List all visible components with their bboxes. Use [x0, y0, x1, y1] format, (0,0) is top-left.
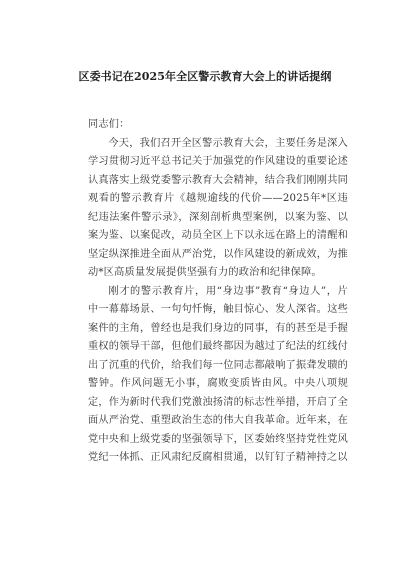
greeting: 同志们： [88, 119, 130, 130]
document-body [88, 116, 348, 468]
paragraph-opening: 今天，我们召开全区警示教育大会，主要任务是深入学习贯彻习近平总书记关于加强党的作风建设的重要论述认真落实上级党委警示教育大会精神，结合我们刚刚共同观看的警示教育片《越规逾线的代价——2025年*区违纪违法案件警示录》，深刻剖析典型案例，以案为鉴、以案为鉴、以案促改，动员全区上下以永远在路上的清醒和坚定纵深推进全面从严治党，以作风建设的新成效，为推动*区高质量发展提供坚强有力的政治和纪律保障。 [88, 137, 348, 278]
paragraph-warning-film: 刚才的警示教育片，用“身边事”教育“身边人”，片中一幕幕场景、一句句忏悔，触目惊心、发人深省。这些案件的主角，曾经也是我们身边的同事，有的甚至是手握重权的领导干部，但他们最终都因为越过了纪法的红线付出了沉重的代价，给我们每一位同志都敲响了振聋发聩的警钟。作风问题无小事，腐败变质皆由风。中央八项规定，作为新时代我们党激浊扬清的标志性举措，开启了全面从严治党、重塑政治生态的伟大自我革命。近年来，在党中央和上级党委的坚强领导下，区委始终坚持党性党风党纪一体抓、正风肃纪反腐相贯通，以钉钉子精神持之以 [88, 285, 348, 463]
document-title: 区委书记在2025年全区警示教育大会上的讲话提纲 [78, 70, 332, 83]
